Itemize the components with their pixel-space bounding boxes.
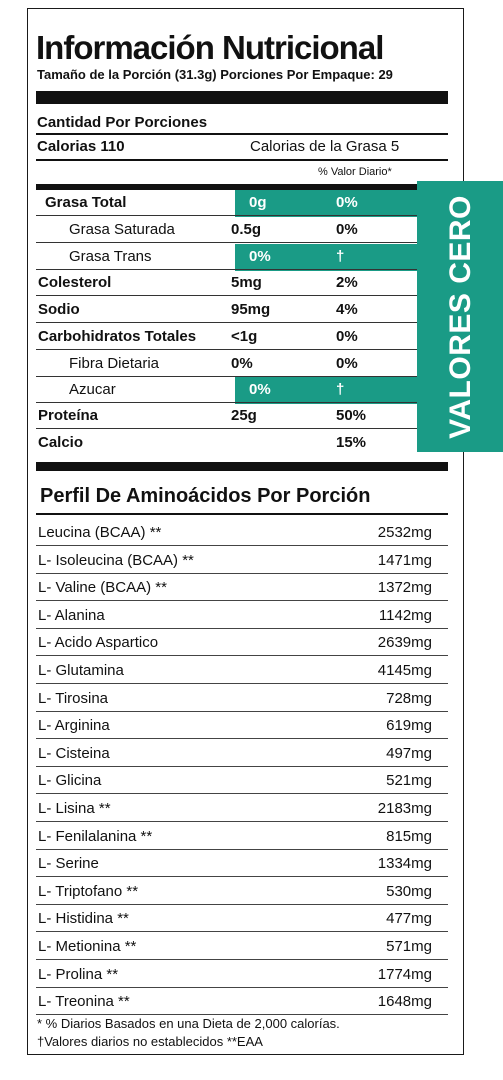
- nutrient-name: Carbohidratos Totales: [38, 328, 197, 345]
- zero-values-banner: [417, 181, 503, 452]
- amino-value: 497mg: [386, 744, 432, 762]
- amount-header: Cantidad Por Porciones: [37, 114, 208, 131]
- amino-row: [36, 629, 448, 656]
- divider-thin: [36, 513, 448, 515]
- nutrient-amount: 25g: [231, 407, 257, 424]
- nutrient-daily-value: 15%: [336, 434, 367, 451]
- row-divider: [36, 242, 448, 243]
- amino-name: L- Lisina **: [38, 800, 111, 817]
- amino-row: [36, 519, 448, 546]
- nutrient-name: Fibra Dietaria: [69, 355, 160, 372]
- dv-header: % Valor Diario*: [318, 166, 392, 178]
- amino-value: 4145mg: [377, 662, 432, 679]
- nutrient-row: [36, 190, 448, 216]
- calories-fat: Calorias de la Grasa 5: [250, 138, 400, 155]
- amino-row: [36, 961, 448, 988]
- amino-row: [36, 878, 448, 905]
- row-divider: [36, 215, 448, 216]
- amino-row: [36, 823, 448, 850]
- label-title: Información Nutricional: [36, 29, 384, 66]
- amino-value: 2532mg: [377, 524, 432, 541]
- amino-row: [36, 685, 448, 712]
- nutrient-daily-value: †: [336, 248, 345, 265]
- amino-value: 1372mg: [377, 579, 432, 597]
- nutrient-name: Calcio: [38, 434, 84, 451]
- amino-row: [36, 905, 448, 932]
- row-divider: [36, 295, 448, 296]
- nutrient-row: [36, 244, 448, 270]
- nutrient-name: Grasa Saturada: [69, 221, 175, 238]
- amino-value: 2183mg: [377, 800, 432, 817]
- amino-row: [36, 657, 448, 684]
- amino-name: L- Treonina **: [38, 993, 130, 1011]
- footnote-daily-values: * % Diarios Basados en una Dieta de 2,000 calorías.: [37, 1016, 340, 1031]
- amino-value: 530mg: [386, 882, 432, 900]
- amino-name: L- Prolina **: [38, 965, 119, 983]
- amino-value: 477mg: [386, 910, 432, 928]
- nutrient-amount: 0g: [249, 194, 267, 211]
- amino-row: [36, 574, 448, 601]
- amino-value: 815mg: [386, 827, 432, 845]
- nutrient-row: [36, 430, 448, 456]
- amino-name: L- Fenilalanina **: [38, 827, 153, 845]
- amino-value: 1334mg: [377, 855, 432, 873]
- nutrient-row: [36, 270, 448, 296]
- amino-row: [36, 850, 448, 877]
- amino-value: 728mg: [386, 689, 432, 707]
- divider-thick: [36, 462, 448, 471]
- amino-name: L- Acido Aspartico: [38, 634, 159, 652]
- amino-name: L- Valine (BCAA) **: [38, 579, 167, 597]
- amino-row: [36, 602, 448, 629]
- amino-name: L- Cisteina: [38, 744, 110, 762]
- nutrient-row: [36, 297, 448, 323]
- amino-value: 2639mg: [377, 634, 432, 652]
- nutrition-label: [27, 8, 464, 1055]
- nutrient-amount: 0.5g: [231, 221, 262, 238]
- nutrient-daily-value: 0%: [336, 221, 358, 238]
- amino-name: L- Arginina: [38, 717, 110, 735]
- amino-value: 1648mg: [377, 993, 432, 1011]
- nutrient-daily-value: 0%: [336, 328, 358, 345]
- amino-name: L- Triptofano **: [38, 882, 139, 900]
- nutrient-row: [36, 377, 448, 403]
- serving-info: Tamaño de la Porción (31.3g) Porciones Por Empaque: 29: [37, 67, 393, 82]
- amino-value: 571mg: [386, 938, 432, 955]
- row-divider: [36, 322, 448, 323]
- nutrient-daily-value: 0%: [336, 194, 358, 211]
- nutrient-name: Proteína: [38, 407, 99, 424]
- nutrient-name: Grasa Trans: [69, 248, 152, 265]
- amino-name: L- Alanina: [38, 606, 105, 624]
- amino-row: [36, 795, 448, 822]
- amino-value: 521mg: [386, 772, 432, 790]
- row-divider: [36, 428, 448, 429]
- nutrient-name: Azucar: [69, 381, 116, 398]
- amino-row: [36, 988, 448, 1015]
- amino-row: [36, 933, 448, 960]
- nutrient-amount: 0%: [249, 381, 271, 398]
- amino-value: 619mg: [386, 717, 432, 735]
- zero-values-label: VALORES CERO: [444, 195, 477, 439]
- amino-value: 1142mg: [378, 606, 432, 624]
- nutrient-amount: <1g: [231, 328, 258, 345]
- amino-row: [36, 547, 448, 574]
- amino-name: L- Isoleucina (BCAA) **: [38, 551, 194, 569]
- nutrient-amount: 0%: [249, 248, 271, 265]
- nutrient-name: Colesterol: [38, 274, 112, 291]
- amino-name: Leucina (BCAA) **: [38, 524, 162, 541]
- amino-name: L- Metionina **: [38, 938, 137, 955]
- nutrient-amount: 0%: [231, 355, 253, 372]
- nutrient-row: [36, 324, 448, 350]
- divider-thick: [36, 91, 448, 104]
- row-divider: [36, 349, 448, 350]
- nutrient-name: Grasa Total: [45, 194, 127, 211]
- amino-name: L- Serine: [38, 855, 99, 873]
- nutrient-daily-value: 4%: [336, 301, 358, 318]
- nutrient-row: [36, 403, 448, 429]
- nutrient-name: Sodio: [38, 301, 80, 318]
- amino-row: [36, 712, 448, 739]
- nutrient-row: [36, 217, 448, 243]
- amino-name: L- Glutamina: [38, 662, 124, 679]
- amino-value: 1471mg: [377, 551, 432, 569]
- nutrient-amount: 95mg: [231, 301, 271, 318]
- nutrient-daily-value: 2%: [336, 274, 358, 291]
- nutrient-amount: 5mg: [231, 274, 262, 291]
- nutrient-daily-value: †: [336, 381, 345, 398]
- divider-thin: [36, 159, 448, 161]
- nutrient-row: [36, 351, 448, 377]
- nutrient-daily-value: 50%: [336, 407, 367, 424]
- amino-row: [36, 767, 448, 794]
- amino-name: L- Tirosina: [38, 689, 109, 707]
- calories: Calorias 110: [37, 138, 125, 155]
- amino-name: L- Glicina: [38, 772, 102, 790]
- divider-thin: [36, 133, 448, 135]
- footnote-not-established: †Valores diarios no establecidos **EAA: [37, 1034, 263, 1049]
- amino-row: [36, 740, 448, 767]
- nutrient-daily-value: 0%: [336, 355, 358, 372]
- amino-value: 1774mg: [377, 965, 432, 983]
- amino-title: Perfil De Aminoácidos Por Porción: [40, 485, 371, 507]
- amino-name: L- Histidina **: [38, 910, 129, 928]
